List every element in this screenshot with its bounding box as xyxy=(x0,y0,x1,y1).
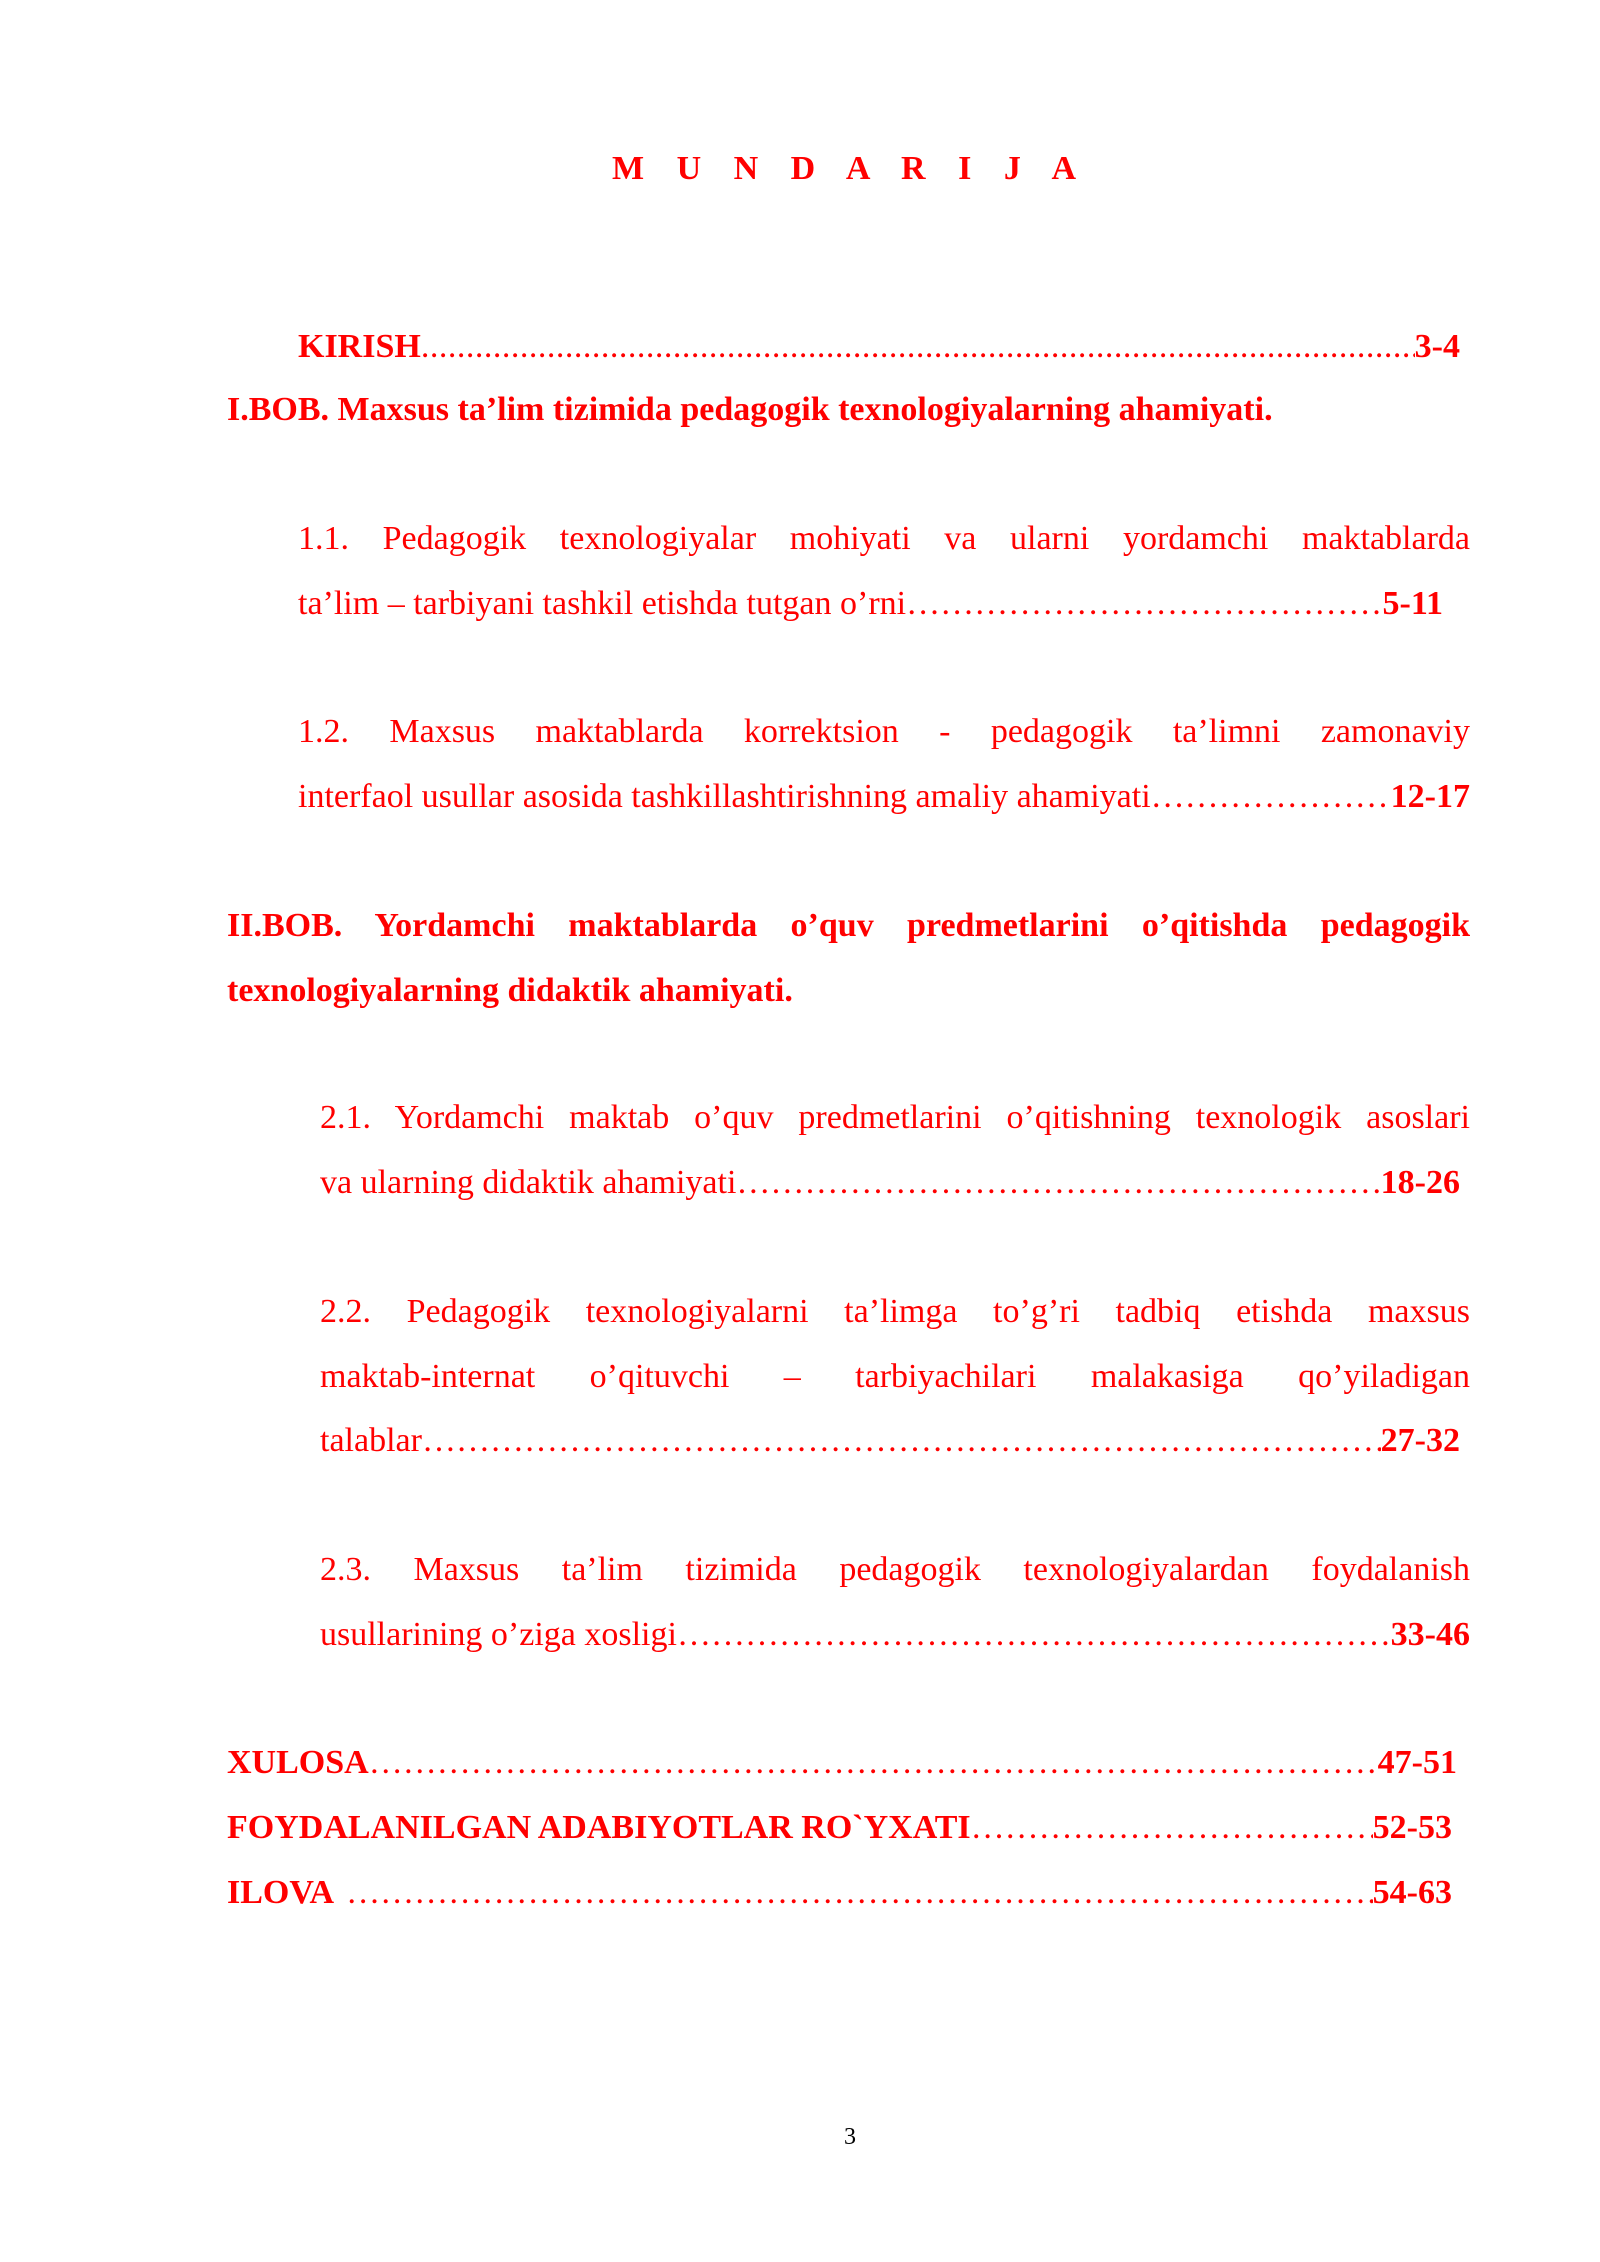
toc-entry-references[interactable] xyxy=(227,1808,1452,1848)
toc-entry-label: talablar xyxy=(320,1422,422,1459)
page-title: M U N D A R I J A xyxy=(611,150,1089,187)
toc-page-range: 47-51 xyxy=(1377,1744,1457,1781)
toc-section-2-2-line3[interactable] xyxy=(320,1421,1460,1461)
toc-page-range: 54-63 xyxy=(1372,1874,1452,1911)
dot-leader xyxy=(369,1743,1378,1783)
toc-page-range: 12-17 xyxy=(1390,778,1470,815)
toc-section-2-1-line2[interactable] xyxy=(320,1163,1460,1203)
toc-section-2-2-line1[interactable]: 2.2. Pedagogik texnologiyalarni ta’limga to’g’ri tadbiq etishda maxsus xyxy=(320,1293,1470,1330)
toc-section-2-2-line2[interactable]: maktab-internat o’qituvchi – tarbiyachilari malakasiga qo’yiladigan xyxy=(320,1358,1470,1395)
toc-chapter-1[interactable]: I.BOB. Maxsus ta’lim tizimida pedagogik texnologiyalarning ahamiyati. xyxy=(227,391,1273,428)
toc-section-1-1-line2[interactable] xyxy=(298,584,1443,624)
toc-page-range: 33-46 xyxy=(1390,1616,1470,1653)
toc-page-range: 3-4 xyxy=(1414,328,1460,365)
toc-entry-label: FOYDALANILGAN ADABIYOTLAR RO`YXATI xyxy=(227,1809,971,1846)
dot-leader xyxy=(421,327,1415,367)
toc-entry-label: usullarining o’ziga xosligi xyxy=(320,1616,677,1653)
toc-section-1-2-line2[interactable] xyxy=(298,777,1470,817)
toc-section-2-1-line1[interactable]: 2.1. Yordamchi maktab o’quv predmetlarini o’qitishning texnologik asoslari xyxy=(320,1099,1470,1136)
toc-entry-appendix[interactable] xyxy=(227,1873,1452,1913)
toc-entry-label: ta’lim – tarbiyani tashkil etishda tutgan o’rni xyxy=(298,585,907,622)
toc-entry-kirish[interactable] xyxy=(298,327,1460,367)
dot-leader xyxy=(346,1873,1373,1913)
toc-section-1-2-line1[interactable]: 1.2. Maxsus maktablarda korrektsion - pedagogik ta’limni zamonaviy xyxy=(298,713,1470,750)
dot-leader xyxy=(422,1421,1381,1461)
toc-chapter-2-line2[interactable]: texnologiyalarning didaktik ahamiyati. xyxy=(227,972,793,1009)
toc-page-range: 52-53 xyxy=(1372,1809,1452,1846)
toc-section-2-3-line2[interactable] xyxy=(320,1615,1470,1655)
toc-entry-label: interfaol usullar asosida tashkillashtirishning amaliy ahamiyati xyxy=(298,778,1151,815)
dot-leader xyxy=(971,1808,1373,1848)
page-number: 3 xyxy=(844,2124,856,2150)
toc-entry-label: va ularning didaktik ahamiyati xyxy=(320,1164,737,1201)
toc-entry-xulosa[interactable] xyxy=(227,1743,1457,1783)
toc-entry-label: KIRISH xyxy=(298,328,421,365)
toc-page-range: 5-11 xyxy=(1382,585,1443,622)
dot-leader xyxy=(677,1615,1391,1655)
toc-page-range: 18-26 xyxy=(1380,1164,1460,1201)
dot-leader xyxy=(1151,777,1391,817)
dot-leader xyxy=(906,584,1382,624)
toc-page-range: 27-32 xyxy=(1380,1422,1460,1459)
toc-entry-label: XULOSA xyxy=(227,1744,369,1781)
toc-section-1-1-line1[interactable]: 1.1. Pedagogik texnologiyalar mohiyati va ularni yordamchi maktablarda xyxy=(298,520,1470,557)
toc-chapter-2-line1[interactable]: II.BOB. Yordamchi maktablarda o’quv predmetlarini o’qitishda pedagogik xyxy=(227,907,1470,944)
dot-leader xyxy=(736,1163,1380,1203)
toc-entry-label: ILOVA xyxy=(227,1874,335,1911)
toc-section-2-3-line1[interactable]: 2.3. Maxsus ta’lim tizimida pedagogik texnologiyalardan foydalanish xyxy=(320,1551,1470,1588)
